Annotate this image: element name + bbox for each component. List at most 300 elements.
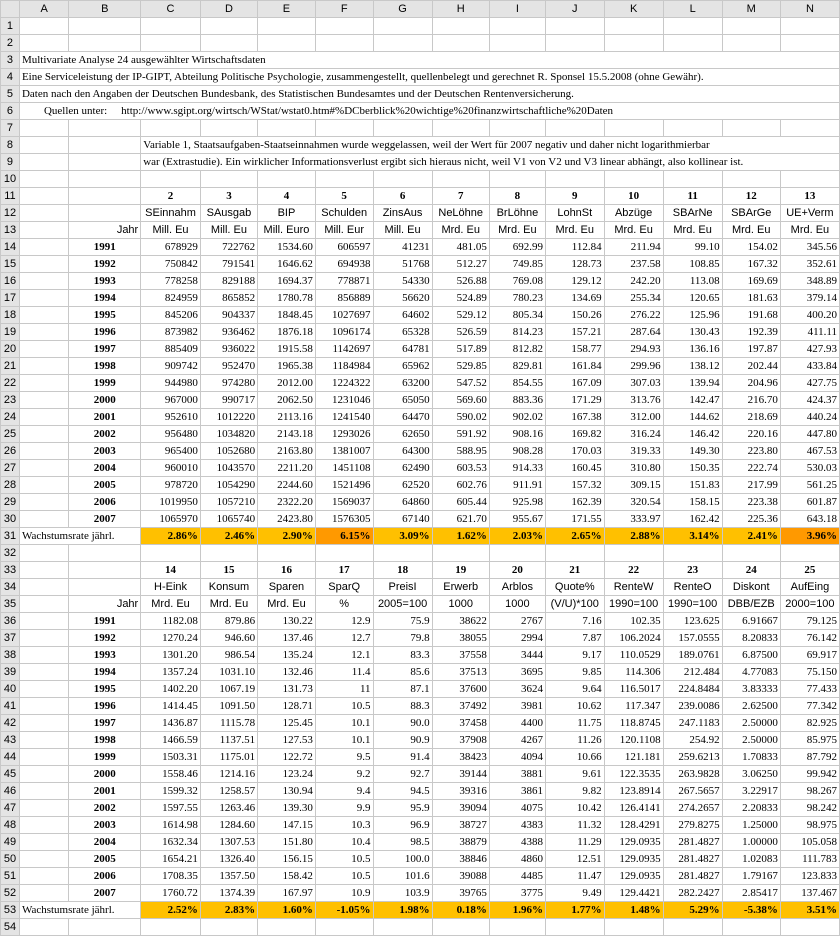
data-cell[interactable]: 936462 [200,324,257,341]
service-note[interactable]: Eine Serviceleistung der IP-GIPT, Abteilung Politische Psychologie, zusammengestellt, quellenbelegt und gerechnet R. Sponsel 15.5.2008 (ohne Gewähr). [19,69,839,86]
data-cell[interactable]: 925.98 [489,494,545,511]
data-cell[interactable]: 11.29 [545,834,604,851]
data-cell[interactable]: 128.71 [258,698,316,715]
row-header-54[interactable]: 54 [1,919,20,936]
empty-cell[interactable] [545,919,604,936]
data-cell[interactable]: 9.64 [545,681,604,698]
variable-name[interactable]: Diskont [722,579,780,596]
data-cell[interactable]: 274.2657 [663,800,722,817]
data-cell[interactable]: 79.125 [780,613,839,630]
empty-cell[interactable] [663,18,722,35]
data-cell[interactable]: 237.58 [604,256,663,273]
empty-cell[interactable] [19,273,68,290]
year-cell[interactable]: 2000 [69,392,141,409]
empty-cell[interactable] [19,732,68,749]
variable-name[interactable]: SparQ [315,579,373,596]
unit-label[interactable]: Mrd. Eu [780,222,839,239]
data-cell[interactable]: 433.84 [780,358,839,375]
data-cell[interactable]: 254.92 [663,732,722,749]
unit-label[interactable]: Mill. Euro [258,222,316,239]
data-cell[interactable]: 10.1 [315,732,373,749]
data-cell[interactable]: 829.81 [489,358,545,375]
data-cell[interactable]: 225.36 [722,511,780,528]
variable-name[interactable]: Schulden [315,205,373,222]
data-cell[interactable]: 750842 [141,256,201,273]
data-cell[interactable]: 51768 [373,256,432,273]
empty-cell[interactable] [19,443,68,460]
data-cell[interactable]: 151.83 [663,477,722,494]
empty-cell[interactable] [19,749,68,766]
unit-label[interactable]: (V/U)*100 [545,596,604,613]
growth-rate-cell[interactable]: 2.88% [604,528,663,545]
growth-rate-cell[interactable]: 1.77% [545,902,604,919]
data-cell[interactable]: 1258.57 [200,783,257,800]
growth-rate-cell[interactable]: 5.29% [663,902,722,919]
data-cell[interactable]: 122.3535 [604,766,663,783]
year-cell[interactable]: 1996 [69,324,141,341]
year-cell[interactable]: 1992 [69,256,141,273]
data-cell[interactable]: 829188 [200,273,257,290]
data-cell[interactable]: 9.49 [545,885,604,902]
data-cell[interactable]: 908.16 [489,426,545,443]
empty-cell[interactable] [489,545,545,562]
data-cell[interactable]: 129.4421 [604,885,663,902]
data-cell[interactable]: 242.20 [604,273,663,290]
row-header-37[interactable]: 37 [1,630,20,647]
data-cell[interactable]: 588.95 [432,443,489,460]
year-cell[interactable]: 1998 [69,358,141,375]
data-cell[interactable]: 106.2024 [604,630,663,647]
data-cell[interactable]: 749.85 [489,256,545,273]
empty-cell[interactable] [432,171,489,188]
data-cell[interactable]: 2113.16 [258,409,316,426]
unit-label[interactable]: Mrd. Eu [432,222,489,239]
data-cell[interactable]: 38423 [432,749,489,766]
data-cell[interactable]: 144.62 [663,409,722,426]
data-cell[interactable]: 67140 [373,511,432,528]
data-cell[interactable]: 3.22917 [722,783,780,800]
empty-cell[interactable] [604,171,663,188]
data-cell[interactable]: 524.89 [432,290,489,307]
data-cell[interactable]: 2.50000 [722,715,780,732]
data-cell[interactable]: 1054290 [200,477,257,494]
variable-number[interactable]: 23 [663,562,722,579]
data-cell[interactable]: 914.33 [489,460,545,477]
data-cell[interactable]: 2.62500 [722,698,780,715]
data-cell[interactable]: 83.3 [373,647,432,664]
data-cell[interactable]: 192.39 [722,324,780,341]
row-header-19[interactable]: 19 [1,324,20,341]
data-cell[interactable]: 90.9 [373,732,432,749]
data-cell[interactable]: 9.9 [315,800,373,817]
growth-rate-cell[interactable]: 1.96% [489,902,545,919]
data-cell[interactable]: 952610 [141,409,201,426]
empty-cell[interactable] [373,35,432,52]
data-cell[interactable]: 529.12 [432,307,489,324]
data-cell[interactable]: 1915.58 [258,341,316,358]
data-cell[interactable]: 780.23 [489,290,545,307]
row-header-22[interactable]: 22 [1,375,20,392]
empty-cell[interactable] [19,35,68,52]
data-cell[interactable]: 1503.31 [141,749,201,766]
data-cell[interactable]: 8.20833 [722,630,780,647]
data-cell[interactable]: 909742 [141,358,201,375]
growth-rate-cell[interactable]: 2.03% [489,528,545,545]
empty-cell[interactable] [19,290,68,307]
data-cell[interactable]: 99.10 [663,239,722,256]
column-header-l[interactable]: L [663,1,722,18]
data-cell[interactable]: 1067.19 [200,681,257,698]
column-header-c[interactable]: C [141,1,201,18]
empty-cell[interactable] [69,18,141,35]
data-cell[interactable]: 606597 [315,239,373,256]
year-cell[interactable]: 2001 [69,409,141,426]
data-cell[interactable]: 150.35 [663,460,722,477]
unit-label[interactable]: Mrd. Eu [604,222,663,239]
empty-cell[interactable] [722,120,780,137]
data-cell[interactable]: 37600 [432,681,489,698]
variable-number[interactable]: 11 [663,188,722,205]
empty-cell[interactable] [19,18,68,35]
data-cell[interactable]: 955.67 [489,511,545,528]
data-cell[interactable]: 56620 [373,290,432,307]
data-cell[interactable]: 38622 [432,613,489,630]
data-cell[interactable]: 814.23 [489,324,545,341]
data-cell[interactable]: 96.9 [373,817,432,834]
data-cell[interactable]: 10.42 [545,800,604,817]
unit-label[interactable]: Mrd. Eu [200,596,257,613]
data-cell[interactable]: 1052680 [200,443,257,460]
empty-cell[interactable] [19,800,68,817]
sources-url[interactable]: http://www.sgipt.org/wirtsch/WStat/wstat0.htm#%DCberblick%20wichtige%20finanzwirtschaftliche%20Daten [121,105,614,117]
row-header-33[interactable]: 33 [1,562,20,579]
data-cell[interactable]: 41231 [373,239,432,256]
row-header-29[interactable]: 29 [1,494,20,511]
variable-name[interactable]: SAusgab [200,205,257,222]
empty-cell[interactable] [373,18,432,35]
data-cell[interactable]: 3881 [489,766,545,783]
data-cell[interactable]: 125.96 [663,307,722,324]
row-header-32[interactable]: 32 [1,545,20,562]
data-cell[interactable]: 865852 [200,290,257,307]
variable-name[interactable]: BrLöhne [489,205,545,222]
empty-cell[interactable] [373,545,432,562]
data-cell[interactable]: 427.93 [780,341,839,358]
data-cell[interactable]: 98.242 [780,800,839,817]
row-header-50[interactable]: 50 [1,851,20,868]
data-cell[interactable]: 883.36 [489,392,545,409]
data-cell[interactable]: 12.7 [315,630,373,647]
data-cell[interactable]: 87.1 [373,681,432,698]
empty-cell[interactable] [19,205,68,222]
data-cell[interactable]: 222.74 [722,460,780,477]
data-cell[interactable]: 1142697 [315,341,373,358]
growth-rate-cell[interactable]: 2.46% [200,528,257,545]
data-cell[interactable]: 135.24 [258,647,316,664]
empty-cell[interactable] [19,222,68,239]
variable-number[interactable]: 16 [258,562,316,579]
unit-label[interactable]: 1990=100 [663,596,722,613]
empty-cell[interactable] [69,120,141,137]
empty-cell[interactable] [19,681,68,698]
row-header-10[interactable]: 10 [1,171,20,188]
data-cell[interactable]: 9.61 [545,766,604,783]
growth-rate-cell[interactable]: -5.38% [722,902,780,919]
data-cell[interactable]: 11.26 [545,732,604,749]
unit-label[interactable]: DBB/EZB [722,596,780,613]
growth-rate-cell[interactable]: 3.14% [663,528,722,545]
data-cell[interactable]: 130.22 [258,613,316,630]
data-cell[interactable]: 1034820 [200,426,257,443]
data-cell[interactable]: 2012.00 [258,375,316,392]
data-cell[interactable]: 1.79167 [722,868,780,885]
variable-name[interactable]: SEinnahm [141,205,201,222]
data-cell[interactable]: 169.69 [722,273,780,290]
row-header-43[interactable]: 43 [1,732,20,749]
data-cell[interactable]: 1654.21 [141,851,201,868]
data-cell[interactable]: 590.02 [432,409,489,426]
data-cell[interactable]: 1402.20 [141,681,201,698]
data-cell[interactable]: 220.16 [722,426,780,443]
data-cell[interactable]: 1357.24 [141,664,201,681]
data-cell[interactable]: 1115.78 [200,715,257,732]
empty-cell[interactable] [19,239,68,256]
data-cell[interactable]: 10.4 [315,834,373,851]
data-cell[interactable]: 1558.46 [141,766,201,783]
empty-cell[interactable] [69,545,141,562]
empty-cell[interactable] [489,120,545,137]
year-cell[interactable]: 1995 [69,681,141,698]
data-cell[interactable]: 345.56 [780,239,839,256]
empty-cell[interactable] [19,562,68,579]
empty-cell[interactable] [545,171,604,188]
empty-cell[interactable] [19,307,68,324]
row-header-5[interactable]: 5 [1,86,20,103]
empty-cell[interactable] [200,120,257,137]
empty-cell[interactable] [69,137,141,154]
data-cell[interactable]: 1534.60 [258,239,316,256]
data-cell[interactable]: 1137.51 [200,732,257,749]
data-cell[interactable]: 90.0 [373,715,432,732]
unit-label[interactable]: % [315,596,373,613]
variable-name[interactable]: Quote% [545,579,604,596]
row-header-23[interactable]: 23 [1,392,20,409]
year-cell[interactable]: 2003 [69,817,141,834]
empty-cell[interactable] [545,35,604,52]
year-cell[interactable]: 2004 [69,460,141,477]
data-cell[interactable]: 132.46 [258,664,316,681]
variable-number[interactable]: 10 [604,188,663,205]
data-cell[interactable]: 1057210 [200,494,257,511]
empty-cell[interactable] [432,18,489,35]
data-cell[interactable]: 9.17 [545,647,604,664]
data-cell[interactable]: 62650 [373,426,432,443]
data-cell[interactable]: 1708.35 [141,868,201,885]
year-cell[interactable]: 2002 [69,426,141,443]
data-cell[interactable]: 125.45 [258,715,316,732]
data-cell[interactable]: 4383 [489,817,545,834]
growth-rate-label[interactable]: Wachstumsrate jährl. [19,902,140,919]
unit-label[interactable]: 1000 [489,596,545,613]
empty-cell[interactable] [373,171,432,188]
data-cell[interactable]: 1466.59 [141,732,201,749]
data-cell[interactable]: 10.5 [315,851,373,868]
data-cell[interactable]: 902.02 [489,409,545,426]
row-header-7[interactable]: 7 [1,120,20,137]
data-cell[interactable]: 154.02 [722,239,780,256]
row-header-1[interactable]: 1 [1,18,20,35]
data-cell[interactable]: 10.5 [315,698,373,715]
data-cell[interactable]: 38846 [432,851,489,868]
data-cell[interactable]: 944980 [141,375,201,392]
empty-cell[interactable] [663,120,722,137]
data-cell[interactable]: 845206 [141,307,201,324]
row-header-41[interactable]: 41 [1,698,20,715]
row-header-13[interactable]: 13 [1,222,20,239]
data-cell[interactable]: 1270.24 [141,630,201,647]
variable-number[interactable]: 15 [200,562,257,579]
empty-cell[interactable] [545,545,604,562]
data-cell[interactable]: 167.32 [722,256,780,273]
data-cell[interactable]: 39316 [432,783,489,800]
data-cell[interactable]: 157.0555 [663,630,722,647]
data-cell[interactable]: 1521496 [315,477,373,494]
data-cell[interactable]: 1646.62 [258,256,316,273]
empty-cell[interactable] [315,18,373,35]
data-cell[interactable]: 158.42 [258,868,316,885]
empty-cell[interactable] [69,579,141,596]
empty-cell[interactable] [432,35,489,52]
data-cell[interactable]: 197.87 [722,341,780,358]
data-cell[interactable]: 967000 [141,392,201,409]
data-cell[interactable]: 167.09 [545,375,604,392]
empty-cell[interactable] [432,120,489,137]
data-cell[interactable]: 778258 [141,273,201,290]
row-header-49[interactable]: 49 [1,834,20,851]
data-cell[interactable]: 3.83333 [722,681,780,698]
row-header-51[interactable]: 51 [1,868,20,885]
data-cell[interactable]: 885409 [141,341,201,358]
year-column-label[interactable]: Jahr [69,222,141,239]
data-cell[interactable]: 122.72 [258,749,316,766]
data-cell[interactable]: 3775 [489,885,545,902]
empty-cell[interactable] [200,18,257,35]
empty-cell[interactable] [19,698,68,715]
row-header-44[interactable]: 44 [1,749,20,766]
data-cell[interactable]: 2.85417 [722,885,780,902]
data-cell[interactable]: 1576305 [315,511,373,528]
data-cell[interactable]: 169.82 [545,426,604,443]
data-cell[interactable]: 2.20833 [722,800,780,817]
year-column-label[interactable]: Jahr [69,596,141,613]
data-cell[interactable]: 129.0935 [604,868,663,885]
data-cell[interactable]: 189.0761 [663,647,722,664]
row-header-24[interactable]: 24 [1,409,20,426]
year-cell[interactable]: 1998 [69,732,141,749]
data-cell[interactable]: 149.30 [663,443,722,460]
data-cell[interactable]: 223.80 [722,443,780,460]
data-cell[interactable]: 824959 [141,290,201,307]
empty-cell[interactable] [258,18,316,35]
data-cell[interactable]: 643.18 [780,511,839,528]
data-cell[interactable]: 307.03 [604,375,663,392]
variable-name[interactable]: NeLöhne [432,205,489,222]
data-cell[interactable]: 1451108 [315,460,373,477]
data-cell[interactable]: 101.6 [373,868,432,885]
data-cell[interactable]: 2994 [489,630,545,647]
row-header-11[interactable]: 11 [1,188,20,205]
data-cell[interactable]: 123.833 [780,868,839,885]
year-cell[interactable]: 1996 [69,698,141,715]
data-cell[interactable]: 39088 [432,868,489,885]
data-cell[interactable]: 224.8484 [663,681,722,698]
empty-cell[interactable] [19,426,68,443]
data-cell[interactable]: 212.484 [663,664,722,681]
data-cell[interactable]: 904337 [200,307,257,324]
data-cell[interactable]: 156.15 [258,851,316,868]
data-cell[interactable]: 561.25 [780,477,839,494]
data-cell[interactable]: 7.87 [545,630,604,647]
data-cell[interactable]: 2322.20 [258,494,316,511]
data-cell[interactable]: 978720 [141,477,201,494]
empty-cell[interactable] [19,715,68,732]
data-cell[interactable]: 114.306 [604,664,663,681]
year-cell[interactable]: 2007 [69,885,141,902]
data-cell[interactable]: 879.86 [200,613,257,630]
data-cell[interactable]: 1381007 [315,443,373,460]
data-cell[interactable]: 379.14 [780,290,839,307]
data-cell[interactable]: 39144 [432,766,489,783]
data-source-note[interactable]: Daten nach den Angaben der Deutschen Bundesbank, des Statistischen Bundesamtes und der Deutschen Rentenversicherung. [19,86,839,103]
data-cell[interactable]: 1.25000 [722,817,780,834]
data-cell[interactable]: 1848.45 [258,307,316,324]
data-cell[interactable]: 181.63 [722,290,780,307]
variable-name[interactable]: SBArNe [663,205,722,222]
growth-rate-cell[interactable]: 1.98% [373,902,432,919]
variable-note-line1[interactable]: Variable 1, Staatsaufgaben-Staatseinnahmen wurde weggelassen, weil der Wert für 2007 negativ und daher nicht logarithmierbar [141,137,840,154]
empty-cell[interactable] [258,120,316,137]
data-cell[interactable]: 10.1 [315,715,373,732]
variable-number[interactable]: 17 [315,562,373,579]
empty-cell[interactable] [19,324,68,341]
data-cell[interactable]: 87.792 [780,749,839,766]
variable-number[interactable]: 9 [545,188,604,205]
data-cell[interactable]: 1019950 [141,494,201,511]
row-header-14[interactable]: 14 [1,239,20,256]
data-cell[interactable]: 98.267 [780,783,839,800]
row-header-6[interactable]: 6 [1,103,20,120]
variable-name[interactable]: LohnSt [545,205,604,222]
data-cell[interactable]: 202.44 [722,358,780,375]
data-cell[interactable]: 157.21 [545,324,604,341]
data-cell[interactable]: 956480 [141,426,201,443]
data-cell[interactable]: 530.03 [780,460,839,477]
year-cell[interactable]: 2003 [69,443,141,460]
row-header-53[interactable]: 53 [1,902,20,919]
column-header-m[interactable]: M [722,1,780,18]
data-cell[interactable]: 2062.50 [258,392,316,409]
variable-number[interactable]: 3 [200,188,257,205]
data-cell[interactable]: 400.20 [780,307,839,324]
empty-cell[interactable] [69,919,141,936]
row-header-28[interactable]: 28 [1,477,20,494]
data-cell[interactable]: 191.68 [722,307,780,324]
data-cell[interactable]: 151.80 [258,834,316,851]
year-cell[interactable]: 2007 [69,511,141,528]
growth-rate-cell[interactable]: 2.90% [258,528,316,545]
data-cell[interactable]: 142.47 [663,392,722,409]
unit-label[interactable]: Mrd. Eu [141,596,201,613]
